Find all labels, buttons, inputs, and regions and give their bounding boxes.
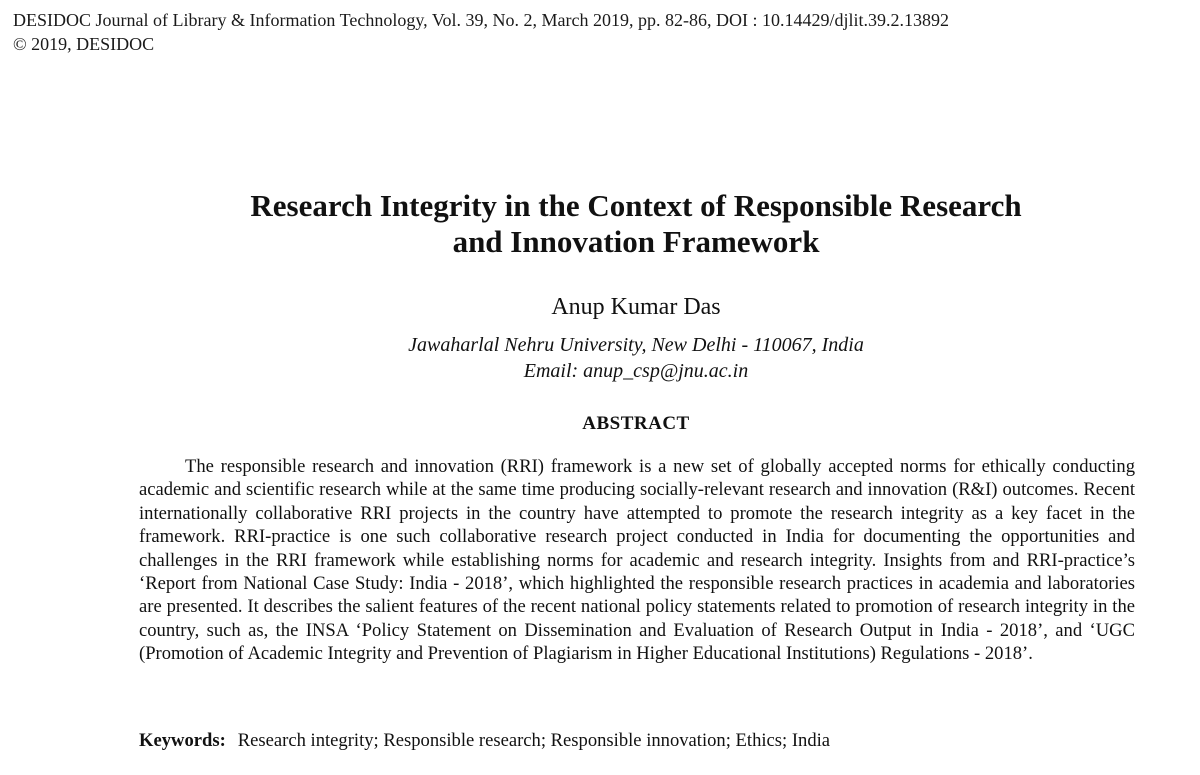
- journal-citation: DESIDOC Journal of Library & Information Technology, Vol. 39, No. 2, March 2019, pp. 82-86, DOI : 10.14429/djlit.39.2.13892: [13, 10, 949, 30]
- author-email: Email: anup_csp@jnu.ac.in: [523, 360, 749, 382]
- paper-title-line-1: Research Integrity in the Context of Responsible Research: [250, 188, 1022, 223]
- keywords-text: Research integrity; Responsible research; Responsible innovation; Ethics; India: [237, 730, 831, 751]
- keywords-label: Keywords:: [139, 730, 226, 751]
- copyright-line: © 2019, DESIDOC: [13, 34, 155, 54]
- paper-title-line-2: and Innovation Framework: [452, 224, 820, 259]
- author-affiliation-block: [100, 332, 1172, 384]
- journal-header: [13, 8, 1193, 56]
- author-name: Anup Kumar Das: [551, 294, 721, 320]
- paper-title: [100, 188, 1172, 260]
- abstract-text: The responsible research and innovation (RRI) framework is a new set of globally accepted norms for ethically conducting academic and scientific research while at the same time producing socially-relevant research and innovation (R&I) outcomes. Recent internationally collaborative RRI projects in the country have attempted to promote the research integrity as a key facet in the framework. RRI-practice is one such collaborative research project conducted in India for documenting the opportunities and challenges in the RRI framework while establishing norms for academic and research integrity. Insights from and RRI-practice’s ‘Report from National Case Study: India - 2018’, which highlighted the responsible research practices in academia and laboratories are presented. It describes the salient features of the recent national policy statements related to promotion of research integrity in the country, such as, the INSA ‘Policy Statement on Dissemination and Evaluation of Research Output in India - 2018’, and ‘UGC (Promotion of Academic Integrity and Prevention of Plagiarism in Higher Educational Institutions) Regulations - 2018’.: [139, 456, 1135, 665]
- author-affiliation: Jawaharlal Nehru University, New Delhi - 110067, India: [408, 334, 864, 356]
- abstract-heading: ABSTRACT: [582, 413, 690, 434]
- keywords-line: [139, 729, 1139, 753]
